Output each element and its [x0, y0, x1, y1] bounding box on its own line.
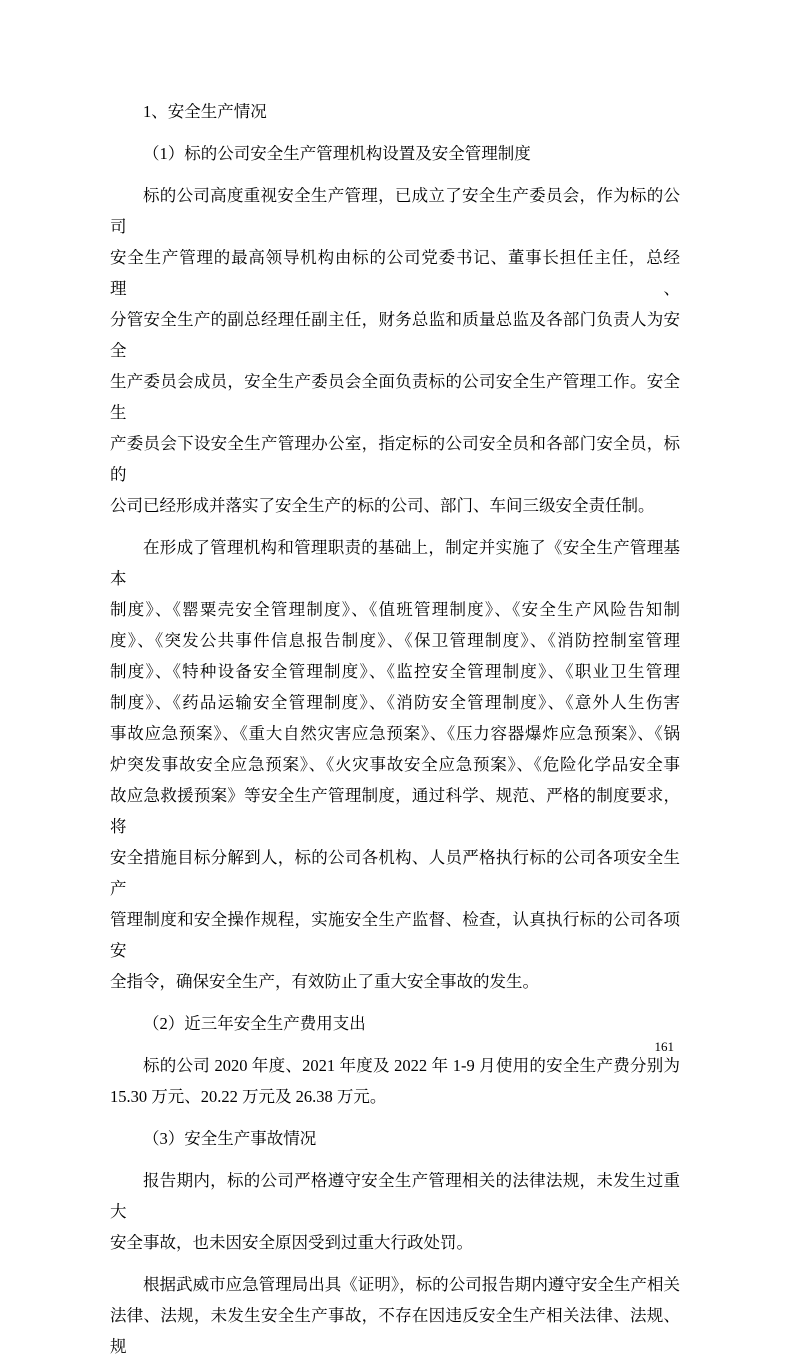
text-line: 炉突发事故安全应急预案》、《火灾事故安全应急预案》、《危险化学品安全事: [110, 755, 680, 774]
text-line: 标的公司高度重视安全生产管理，已成立了安全生产委员会，作为标的公司: [110, 186, 680, 236]
paragraph: [110, 1269, 680, 1362]
text-line: 根据武威市应急管理局出具《证明》，标的公司报告期内遵守安全生产相关: [143, 1275, 680, 1294]
paragraph: [110, 1165, 680, 1258]
paragraph: [110, 532, 680, 997]
paragraph: [110, 1050, 680, 1112]
text-line: （2）近三年安全生产费用支出: [143, 1014, 366, 1033]
text-line: 产委员会下设安全生产管理办公室，指定标的公司安全员和各部门安全员，标的: [110, 434, 680, 484]
text-line: 分管安全生产的副总经理任副主任，财务总监和质量总监及各部门负责人为安全: [110, 310, 680, 360]
text-line: （3）安全生产事故情况: [143, 1129, 317, 1148]
paragraph: [110, 180, 680, 521]
text-line: （1）标的公司安全生产管理机构设置及安全管理制度: [143, 144, 531, 163]
text-line: 制度》、《药品运输安全管理制度》、《消防安全管理制度》、《意外人生伤害: [110, 693, 680, 712]
text-line: 15.30 万元、20.22 万元及 26.38 万元。: [110, 1087, 387, 1106]
section-heading: [110, 1123, 680, 1154]
section-heading: [110, 1008, 680, 1039]
text-line: 故应急救援预案》等安全生产管理制度，通过科学、规范、严格的制度要求，将: [110, 786, 680, 836]
text-line: 法律、法规，未发生安全生产事故，不存在因违反安全生产相关法律、法规、规: [110, 1306, 680, 1356]
text-line: 报告期内，标的公司严格遵守安全生产管理相关的法律法规，未发生过重大: [110, 1171, 680, 1221]
text-line: 安全措施目标分解到人，标的公司各机构、人员严格执行标的公司各项安全生产: [110, 848, 680, 898]
page-number: 161: [654, 1039, 674, 1054]
text-line: 1、安全生产情况: [143, 102, 267, 121]
text-line: 安全事故，也未因安全原因受到过重大行政处罚。: [110, 1233, 473, 1252]
section-heading: [110, 96, 680, 127]
text-line: 在形成了管理机构和管理职责的基础上，制定并实施了《安全生产管理基本: [110, 538, 680, 588]
doc-body: [110, 96, 680, 1362]
text-line: 安全生产管理的最高领导机构由标的公司党委书记、董事长担任主任，总经理、: [110, 248, 680, 298]
section-heading: [110, 138, 680, 169]
text-line: 公司已经形成并落实了安全生产的标的公司、部门、车间三级安全责任制。: [110, 496, 655, 515]
text-line: 度》、《突发公共事件信息报告制度》、《保卫管理制度》、《消防控制室管理: [110, 631, 680, 650]
text-line: 制度》、《罂粟壳安全管理制度》、《值班管理制度》、《安全生产风险告知制: [110, 600, 680, 619]
text-line: 制度》、《特种设备安全管理制度》、《监控安全管理制度》、《职业卫生管理: [110, 662, 680, 681]
text-line: 全指令，确保安全生产，有效防止了重大安全事故的发生。: [110, 972, 539, 991]
text-line: 事故应急预案》、《重大自然灾害应急预案》、《压力容器爆炸应急预案》、《锅: [110, 724, 680, 743]
text-line: 生产委员会成员，安全生产委员会全面负责标的公司安全生产管理工作。安全生: [110, 372, 680, 422]
text-line: 标的公司 2020 年度、2021 年度及 2022 年 1-9 月使用的安全生产费分别为: [143, 1056, 680, 1075]
text-line: 管理制度和安全操作规程，实施安全生产监督、检查，认真执行标的公司各项安: [110, 910, 680, 960]
